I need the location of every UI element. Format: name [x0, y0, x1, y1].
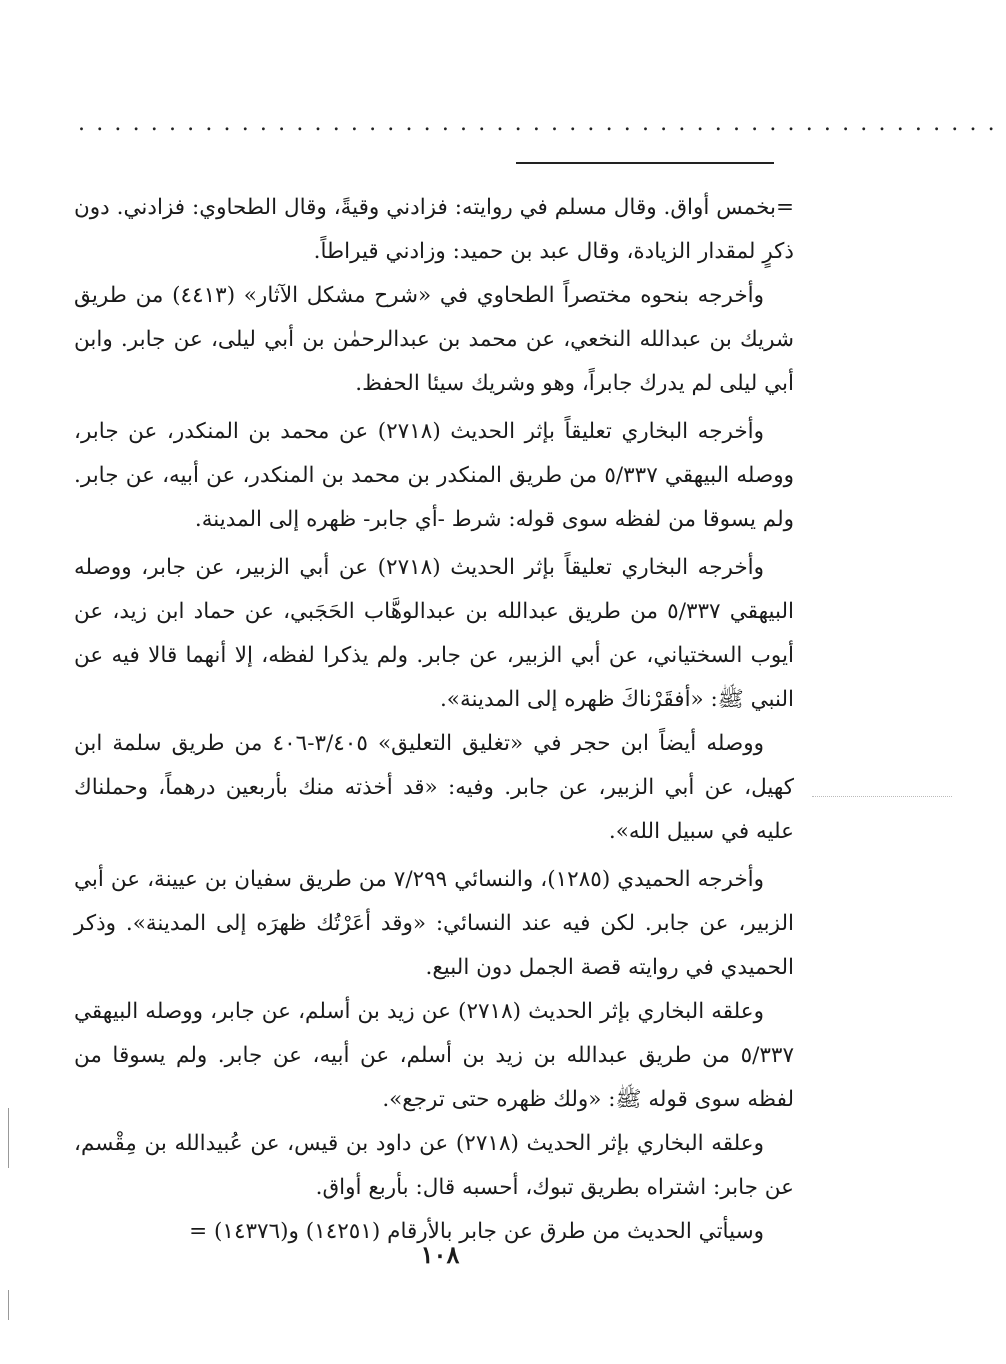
paragraph: وأخرجه البخاري تعليقاً بإثر الحديث (٢٧١٨) عن محمد بن المنكدر، عن جابر، ووصله البيهقي ٥/٣٣٧ من طريق المنكدر بن محمد بن المنكدر، عن أبيه، عن جابر. ولم يسوقا من لفظه سوى قوله: شرط -أي جابر- ظهره إلى المدينة. [74, 419, 794, 532]
scan-edge-mark [8, 1290, 9, 1320]
paragraph: ووصله أيضاً ابن حجر في «تغليق التعليق» ٣/٤٠٥-٤٠٦ من طريق سلمة ابن كهيل، عن أبي الزبير، عن جابر. وفيه: «قد أخذته منك بأربعين درهماً، وحملناك عليه في سبيل الله». [74, 731, 794, 844]
paragraph: وعلقه البخاري بإثر الحديث (٢٧١٨) عن داود بن قيس، عن عُبيدالله بن مِقْسم، عن جابر: اشتراه بطريق تبوك، أحسبه قال: بأربع أواق. [74, 1131, 794, 1200]
paragraph-continuation: =بخمس أواق. وقال مسلم في روايته: فزادني وقيةً، وقال الطحاوي: فزادني. دون ذكرٍ لمقدار الزيادة، وقال عبد بن حميد: وزادني قيراطاً. [74, 195, 794, 264]
paragraph: وأخرجه الحميدي (١٢٨٥)، والنسائي ٧/٢٩٩ من طريق سفيان بن عيينة، عن أبي الزبير، عن جابر. لكن فيه عند النسائي: «وقد أعَرْتُك ظهرَه إلى المدينة». وذكر الحميدي في روايته قصة الجمل دون البيع. [74, 867, 794, 980]
paragraph: وأخرجه بنحوه مختصراً الطحاوي في «شرح مشكل الآثار» (٤٤١٣) من طريق شريك بن عبدالله النخعي، عن محمد بن عبدالرحمٰن بن أبي ليلى، عن جابر. وابن أبي ليلى لم يدرك جابراً، وهو وشريك سيئا الحفظ. [74, 283, 794, 396]
paragraph-continues: وسيأتي الحديث من طرق عن جابر بالأرقام (١٤٢٥١) و(١٤٣٧٦) = [189, 1219, 764, 1244]
paragraph: وعلقه البخاري بإثر الحديث (٢٧١٨) عن زيد بن أسلم، عن جابر، ووصله البيهقي ٥/٣٣٧ من طريق عبدالله بن زيد بن أسلم، عن أبيه، عن جابر. ولم يسوقا من لفظه سوى قوله ﷺ: «ولك ظهره حتى ترجع». [74, 999, 794, 1112]
footnote-rule [516, 162, 774, 164]
dotted-separator: ................................................... [78, 111, 1006, 136]
scan-artifact [812, 796, 952, 799]
scan-edge-mark [8, 1108, 9, 1168]
paragraph: وأخرجه البخاري تعليقاً بإثر الحديث (٢٧١٨) عن أبي الزبير، عن جابر، ووصله البيهقي ٥/٣٣٧ من طريق عبدالله بن عبدالوهَّاب الحَجَبي، عن حماد ابن زيد، عن أيوب السختياني، عن أبي الزبير، عن جابر. ولم يذكرا لفظه، إلا أنهما قالا فيه عن النبي ﷺ: «أفقَرْناكَ ظهره إلى المدينة». [74, 555, 794, 712]
page-number: ١٠٨ [420, 1240, 460, 1269]
footnote-text [74, 186, 794, 1254]
